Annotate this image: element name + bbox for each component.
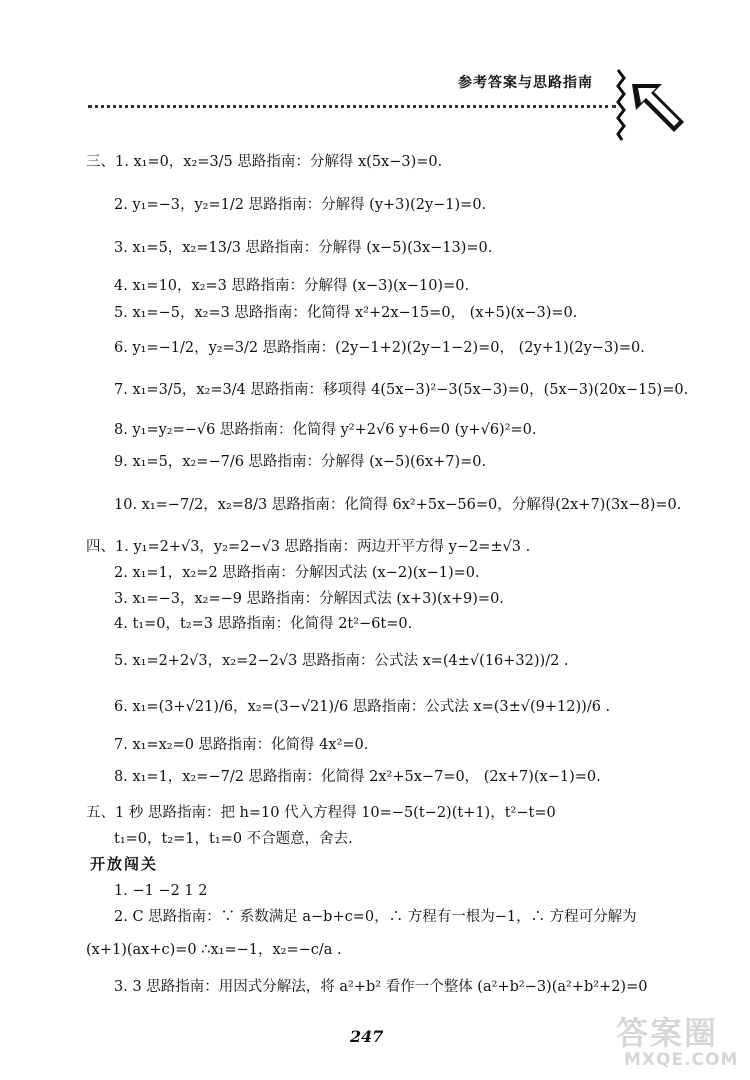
page-number: 247 [350, 1027, 384, 1046]
answer-line: 8. x₁=1，x₂=−7/2 思路指南：化简得 2x²+5x−7=0， (2x+7)(x−1)=0. [114, 769, 601, 785]
answer-line: 3. 3 思路指南：用因式分解法，将 a²+b² 看作一个整体 (a²+b²−3)(a²+b²+2)=0 [114, 979, 648, 995]
answer-line: 10. x₁=−7/2，x₂=8/3 思路指南：化简得 6x²+5x−56=0，分解得(2x+7)(3x−8)=0. [114, 497, 682, 513]
answer-line: 6. y₁=−1/2，y₂=3/2 思路指南：(2y−1+2)(2y−1−2)=0， (2y+1)(2y−3)=0. [114, 340, 645, 356]
watermark-bottom: MXQE.COM [624, 1050, 739, 1070]
answer-line: 2. x₁=1，x₂=2 思路指南：分解因式法 (x−2)(x−1)=0. [114, 565, 480, 581]
answer-line: 5. x₁=−5，x₂=3 思路指南：化简得 x²+2x−15=0， (x+5)(x−3)=0. [114, 305, 578, 321]
answer-line: 四、1. y₁=2+√3，y₂=2−√3 思路指南：两边开平方得 y−2=±√3 . [86, 539, 531, 555]
answer-line: (x+1)(ax+c)=0 ∴x₁=−1，x₂=−c/a . [86, 942, 342, 958]
watermark [598, 1008, 744, 1074]
answer-line: 9. x₁=5，x₂=−7/6 思路指南：分解得 (x−5)(6x+7)=0. [114, 454, 487, 470]
answer-line: 2. y₁=−3，y₂=1/2 思路指南：分解得 (y+3)(2y−1)=0. [114, 197, 487, 213]
answer-line: 3. x₁=−3，x₂=−9 思路指南：分解因式法 (x+3)(x+9)=0. [114, 591, 504, 607]
answer-line: 2. C 思路指南：∵ 系数满足 a−b+c=0，∴ 方程有一根为−1，∴ 方程可分解为 [114, 909, 637, 925]
answer-line: 7. x₁=x₂=0 思路指南：化简得 4x²=0. [114, 737, 369, 753]
answer-line: 五、1 秒 思路指南：把 h=10 代入方程得 10=−5(t−2)(t+1)，t²−t=0 [86, 805, 556, 821]
watermark-top: 答案圈 [616, 1014, 719, 1052]
answer-line: 4. x₁=10，x₂=3 思路指南：分解得 (x−3)(x−10)=0. [114, 278, 470, 294]
answer-line: 三、1. x₁=0，x₂=3/5 思路指南：分解得 x(5x−3)=0. [86, 154, 443, 170]
header-title: 参考答案与思路指南 [458, 75, 593, 91]
answer-line: 5. x₁=2+2√3，x₂=2−2√3 思路指南：公式法 x=(4±√(16+32))/2 . [114, 653, 569, 669]
answer-line: 6. x₁=(3+√21)/6，x₂=(3−√21)/6 思路指南：公式法 x=(3±√(9+12))/6 . [114, 699, 611, 715]
answer-line: t₁=0，t₂=1，t₁=0 不合题意，舍去. [114, 831, 353, 847]
answer-line: 3. x₁=5，x₂=13/3 思路指南：分解得 (x−5)(3x−13)=0. [114, 240, 493, 256]
answer-line: 4. t₁=0，t₂=3 思路指南：化简得 2t²−6t=0. [114, 616, 413, 632]
answer-line: 8. y₁=y₂=−√6 思路指南：化简得 y²+2√6 y+6=0 (y+√6)²=0. [114, 422, 537, 438]
section-heading: 开放闯关 [90, 855, 159, 873]
answer-line: 1. −1 −2 1 2 [114, 883, 208, 899]
answer-line: 7. x₁=3/5，x₂=3/4 思路指南：移项得 4(5x−3)²−3(5x−3)=0，(5x−3)(20x−15)=0. [114, 382, 689, 398]
